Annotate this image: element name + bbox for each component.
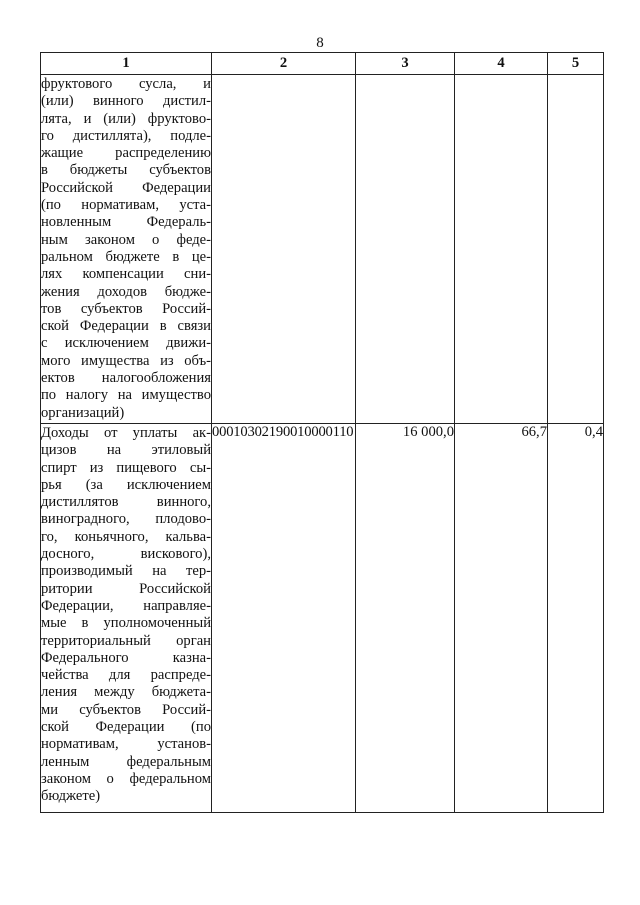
description-line: ектов налогообложения: [41, 370, 211, 387]
description-line: дистиллятов винного,: [41, 494, 211, 511]
header-col-1: 1: [41, 53, 212, 75]
row-col4: [455, 75, 548, 424]
description-line: виноградного, плодово-: [41, 511, 211, 528]
row-code: [212, 75, 356, 424]
description-line: Доходы от уплаты ак-: [41, 425, 211, 441]
page-number: 8: [316, 35, 324, 51]
description-line: законом о федеральном: [41, 770, 211, 787]
table-row: [41, 75, 604, 424]
description-line: спирт из пищевого сы-: [41, 459, 211, 476]
row-col5: 0,4: [548, 424, 604, 813]
description-line: ской Федерации (по: [41, 719, 211, 736]
description-line: ным законом о феде-: [41, 231, 211, 248]
row-description: [41, 75, 212, 424]
description-line: лята, и (или) фруктово-: [41, 110, 211, 127]
table-header-row: [41, 53, 604, 75]
row-amount: [356, 75, 455, 424]
description-line: в бюджеты субъектов: [41, 162, 211, 179]
description-line: досного, вискового),: [41, 546, 211, 563]
description-line: ленным федеральным: [41, 753, 211, 770]
description-line: территориальный орган: [41, 632, 211, 649]
description-line: Федерального казна-: [41, 649, 211, 666]
header-col-2: 2: [212, 53, 356, 75]
row-col5: [548, 75, 604, 424]
description-line: Российской Федерации: [41, 179, 211, 196]
description-line: производимый на тер-: [41, 563, 211, 580]
description-line: цизов на этиловый: [41, 442, 211, 459]
description-line: мого имущества из объ-: [41, 352, 211, 369]
description-line: (или) винного дистил-: [41, 93, 211, 110]
description-line: ской Федерации в связи: [41, 318, 211, 335]
description-line: Федерации, направляе-: [41, 597, 211, 614]
description-line: (по нормативам, уста-: [41, 197, 211, 214]
description-line: по налогу на имущество: [41, 387, 211, 404]
description-line: го, коньячного, кальва-: [41, 528, 211, 545]
description-line: фруктового сусла, и: [41, 76, 211, 92]
description-line: рья (за исключением: [41, 476, 211, 493]
description-line: ления между бюджета-: [41, 684, 211, 701]
description-line: лях компенсации сни-: [41, 266, 211, 283]
description-line: мые в уполномоченный: [41, 615, 211, 632]
description-line: ральном бюджете в це-: [41, 248, 211, 265]
budget-revenue-table: [40, 52, 604, 813]
table-row: [41, 424, 604, 813]
row-amount: 16 000,0: [356, 424, 455, 813]
description-line: го дистиллята), подле-: [41, 127, 211, 144]
description-line: новленным Федераль-: [41, 214, 211, 231]
description-line: нормативам, установ-: [41, 736, 211, 753]
description-line: жения доходов бюдже-: [41, 283, 211, 300]
description-line: организаций): [41, 404, 125, 421]
description-line: чейства для распреде-: [41, 667, 211, 684]
row-code: 00010302190010000110: [212, 424, 356, 813]
description-line: с исключением движи-: [41, 335, 211, 352]
header-col-5: 5: [548, 53, 604, 75]
description-line: ми субъектов Россий-: [41, 701, 211, 718]
header-col-3: 3: [356, 53, 455, 75]
description-line: ритории Российской: [41, 580, 211, 597]
row-col4: 66,7: [455, 424, 548, 813]
row-description: [41, 424, 212, 813]
description-line: бюджете): [41, 788, 101, 805]
description-line: жащие распределению: [41, 145, 211, 162]
description-line: тов субъектов Россий-: [41, 300, 211, 317]
header-col-4: 4: [455, 53, 548, 75]
